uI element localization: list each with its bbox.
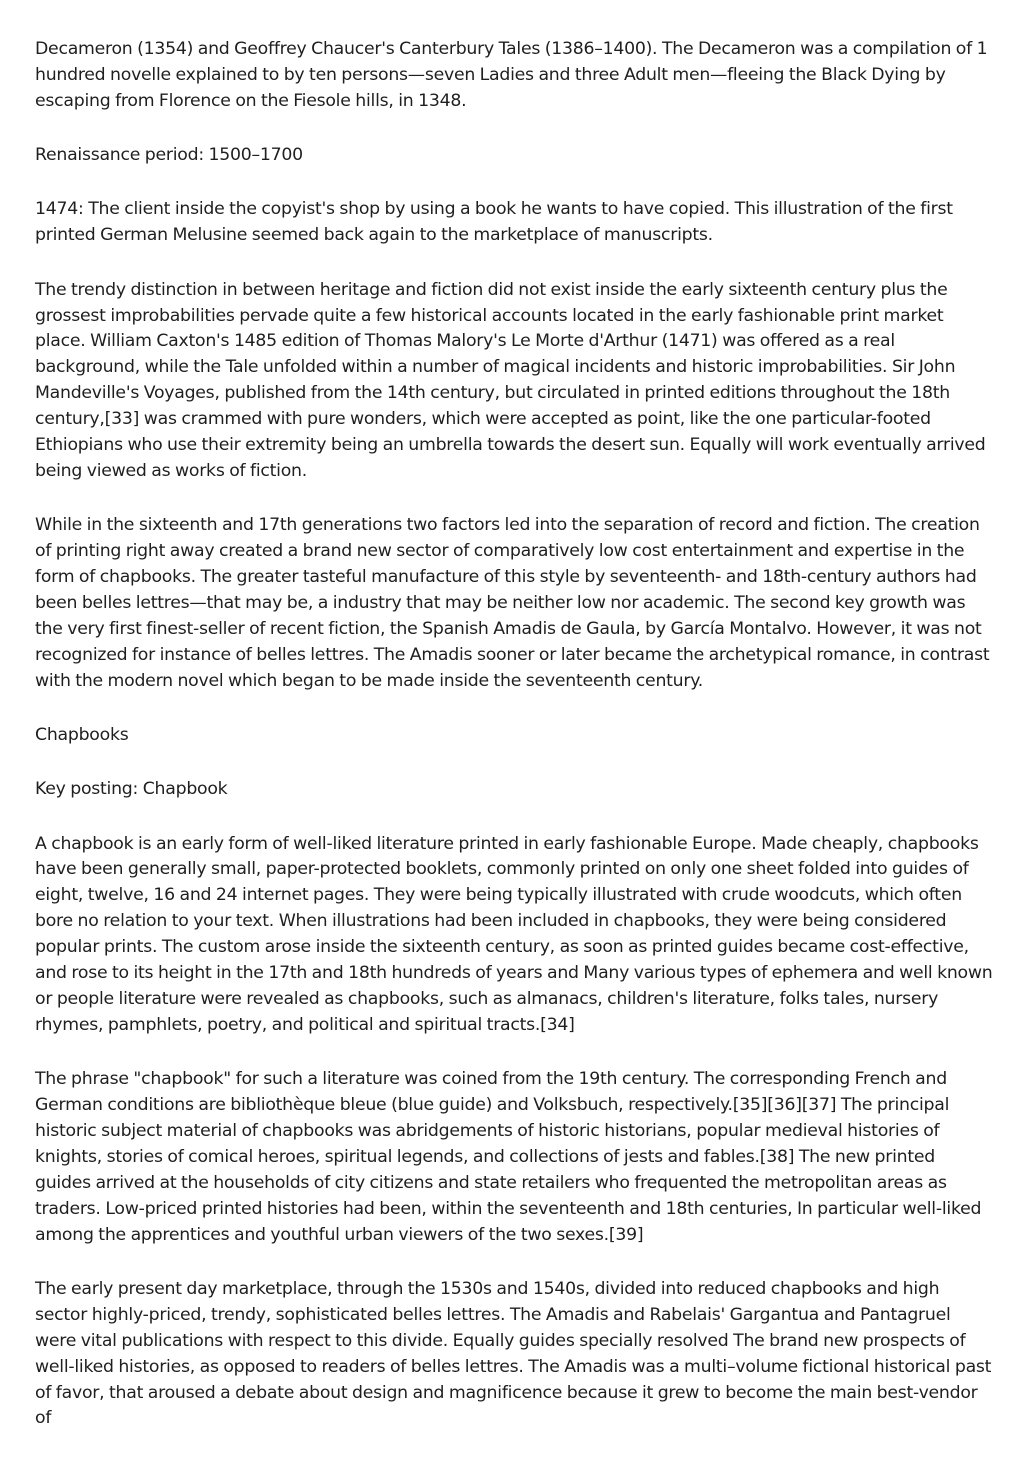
key-posting-chapbook: Key posting: Chapbook [35, 779, 228, 800]
paragraph-chapbook-phrase: The phrase "chapbook" for such a literature was coined from the 19th century. The corresponding French and German conditions are bibliothèque bleue (blue guide) and Volksbuch, respectively.[35][36][37] The principal historic subject material of chapbooks was abridgements of historic historians, popular medieval histories of knights, stories of comical heroes, spiritual legends, and collections of jests and fables.[38] The new printed guides arrived at the households of city citizens and state retailers who frequented the metropolitan areas as traders. Low-priced printed histories had been, within the seventeenth and 18th centuries, In particular well-liked among the apprentices and youthful urban viewers of the two sexes.[39] [35, 1069, 982, 1245]
heading-renaissance-period: Renaissance period: 1500–1700 [35, 145, 303, 166]
paragraph-history-and-fiction: The trendy distinction in between heritage and fiction did not exist inside the early sixteenth century plus the grossest improbabilities pervade quite a few historical accounts located in the early fashionable print market place. William Caxton's 1485 edition of Thomas Malory's Le Morte d'Arthur (1471) was offered as a real background, while the Tale unfolded within a number of magical incidents and historic improbabilities. Sir John Mandeville's Voyages, published from the 14th century, but circulated in printed editions throughout the 18th century,[33] was crammed with pure wonders, which were accepted as point, like the one particular-footed Ethiopians who use their extremity being an umbrella towards the desert sun. Equally will work eventually arrived being viewed as works of fiction. [35, 279, 986, 481]
heading-chapbooks: Chapbooks [35, 724, 129, 745]
paragraph-separation-of-record-and-fiction: While in the sixteenth and 17th generations two factors led into the separation of record and fiction. The creation of printing right away created a brand new sector of comparatively low cost entertainment and expertise in the form of chapbooks. The greater tasteful manufacture of this style by seventeenth- and 18th-century authors had been belles lettres—that may be, a industry that may be neither low nor academic. The second key growth was the very first finest-seller of recent fiction, the Spanish Amadis de Gaula, by García Montalvo. However, it was not recognized for instance of belles lettres. The Amadis sooner or later became the archetypical romance, in contrast with the modern novel which began to be made inside the seventeenth century. [35, 515, 990, 691]
paragraph-early-marketplace: The early present day marketplace, through the 1530s and 1540s, divided into reduced chapbooks and high sector highly-priced, trendy, sophisticated belles lettres. The Amadis and Rabelais' Gargantua and Pantagruel were vital publications with respect to this divide. Equally guides specially resolved The brand new prospects of well-liked histories, as opposed to readers of belles lettres. The Amadis was a multi–volume fictional historical past of favor, that aroused a debate about design and magnificence because it grew to become the main best-vendor of [35, 1278, 992, 1429]
paragraph-decameron: Decameron (1354) and Geoffrey Chaucer's Canterbury Tales (1386–1400). The Decameron was a compilation of 1 hundred novelle explained to by ten persons—seven Ladies and three Adult men—fleeing the Black Dying by escaping from Florence on the Fiesole hills, in 1348. [35, 39, 988, 111]
document-page [35, 37, 995, 1461]
paragraph-1474-illustration: 1474: The client inside the copyist's shop by using a book he wants to have copied. This illustration of the first printed German Melusine seemed back again to the marketplace of manuscripts. [35, 199, 953, 246]
paragraph-chapbook-definition: A chapbook is an early form of well-liked literature printed in early fashionable Europe. Made cheaply, chapbooks have been generally small, paper-protected booklets, commonly printed on only one sheet folded into guides of eight, twelve, 16 and 24 internet pages. They were being typically illustrated with crude woodcuts, which often bore no relation to your text. When illustrations had been included in chapbooks, they were being considered popular prints. The custom arose inside the sixteenth century, as soon as printed guides became cost-effective, and rose to its height in the 17th and 18th hundreds of years and Many various types of ephemera and well known or people literature were revealed as chapbooks, such as almanacs, children's literature, folks tales, nursery rhymes, pamphlets, poetry, and political and spiritual tracts.[34] [35, 833, 993, 1035]
